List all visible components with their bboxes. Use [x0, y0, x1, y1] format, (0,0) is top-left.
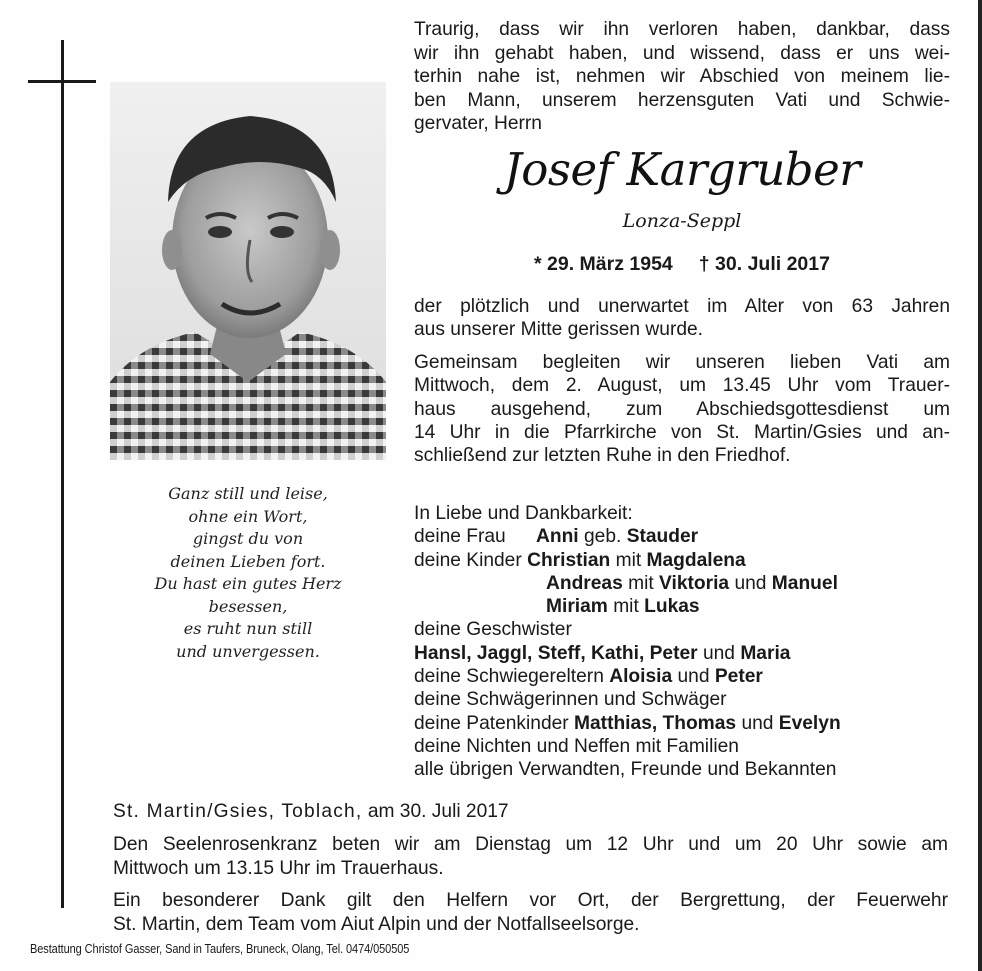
poem [110, 483, 386, 663]
page-edge [978, 0, 982, 971]
birth-date: * 29. März 1954 [534, 253, 673, 275]
mourner-child: Andreas mit Viktoria und Manuel [546, 572, 838, 594]
rosary-text [113, 833, 948, 880]
intro-line: Traurig, dass wir ihn verloren haben, dankbar, dass [414, 19, 950, 40]
portrait-image [110, 82, 386, 460]
mourners-list [414, 502, 950, 782]
poem-line: und unvergessen. [176, 641, 320, 661]
poem-line: Du hast ein gutes Herz [154, 574, 342, 593]
funeral-line: Mittwoch, dem 2. August, um 13.45 Uhr vom Trauer- [414, 375, 950, 397]
poem-line: deinen Lieben fort. [170, 551, 326, 571]
thanks-text [113, 889, 948, 936]
mourner-wife: deine Frau Anni geb. Stauder [414, 526, 699, 548]
thanks-line: St. Martin, dem Team vom Aiut Alpin und der Notfallseelsorge. [113, 913, 640, 935]
funeral-line: 14 Uhr in die Pfarrkirche von St. Martin/Gsies und an- [414, 421, 950, 443]
portrait-photo [110, 82, 386, 460]
mourner-siblings-label: deine Geschwister [414, 619, 572, 641]
death-line: aus unserer Mitte gerissen wurde. [414, 319, 704, 341]
funeral-line: Gemeinsam begleiten wir unseren lieben Vati am [414, 352, 950, 373]
date: am 30. Juli 2017 [367, 801, 509, 822]
intro-line: gervater, Herrn [414, 113, 542, 134]
place-date [113, 800, 948, 824]
poem-line: besessen, [208, 596, 288, 616]
death-line: der plötzlich und unerwartet im Alter von 63 Jahren [414, 296, 950, 317]
thanks-line: Ein besonderer Dank gilt den Helfern vor Ort, der Bergrettung, der Feuerwehr [113, 890, 948, 911]
cross-horizontal-bar [28, 80, 96, 83]
mourner-brothers-in-law: deine Schwägerinnen und Schwäger [414, 689, 727, 711]
life-dates [414, 250, 950, 278]
intro-line: wir ihn gehabt haben, und wissend, dass er uns wei- [414, 42, 950, 64]
mourner-inlaws: deine Schwiegereltern Aloisia und Peter [414, 666, 763, 688]
rosary-line: Mittwoch um 13.15 Uhr im Trauerhaus. [113, 857, 444, 879]
death-text [414, 295, 950, 342]
cross-vertical-bar [61, 40, 64, 908]
place: St. Martin/Gsies, Toblach, [113, 801, 363, 822]
poem-line: es ruht nun still [183, 619, 313, 638]
mourner-others: alle übrigen Verwandten, Freunde und Bekannten [414, 759, 837, 781]
mourner-godchildren: deine Patenkinder Matthias, Thomas und Evelyn [414, 712, 841, 734]
death-date: † 30. Juli 2017 [698, 253, 830, 275]
rosary-line: Den Seelenrosenkranz beten wir am Dienstag um 12 Uhr und um 20 Uhr sowie am [113, 834, 948, 855]
deceased-name: Josef Kargruber [503, 143, 861, 196]
mourner-siblings: Hansl, Jaggl, Steff, Kathi, Peter und Maria [414, 642, 791, 664]
poem-line: Ganz still und leise, [168, 484, 328, 503]
mourner-children: deine Kinder Christian mit Magdalena [414, 549, 746, 571]
mourners-heading: In Liebe und Dankbarkeit: [414, 503, 633, 524]
mourner-nieces: deine Nichten und Neffen mit Familien [414, 735, 739, 757]
intro-line: ben Mann, unserem herzensguten Vati und Schwie- [414, 89, 950, 111]
funeral-home-footer: Bestattung Christof Gasser, Sand in Taufers, Bruneck, Olang, Tel. 0474/050505 [30, 942, 410, 956]
mourner-child: Miriam mit Lukas [546, 596, 700, 618]
funeral-text [414, 351, 950, 467]
poem-line: ohne ein Wort, [188, 506, 308, 526]
funeral-line: haus ausgehend, zum Abschiedsgottesdienst um [414, 398, 950, 420]
deceased-nickname: Lonza-Seppl [622, 210, 742, 232]
intro-text [414, 18, 950, 136]
funeral-line: schließend zur letzten Ruhe in den Friedhof. [414, 445, 791, 467]
intro-line: terhin nahe ist, nehmen wir Abschied von meinem lie- [414, 66, 950, 87]
poem-line: gingst du von [192, 529, 304, 548]
